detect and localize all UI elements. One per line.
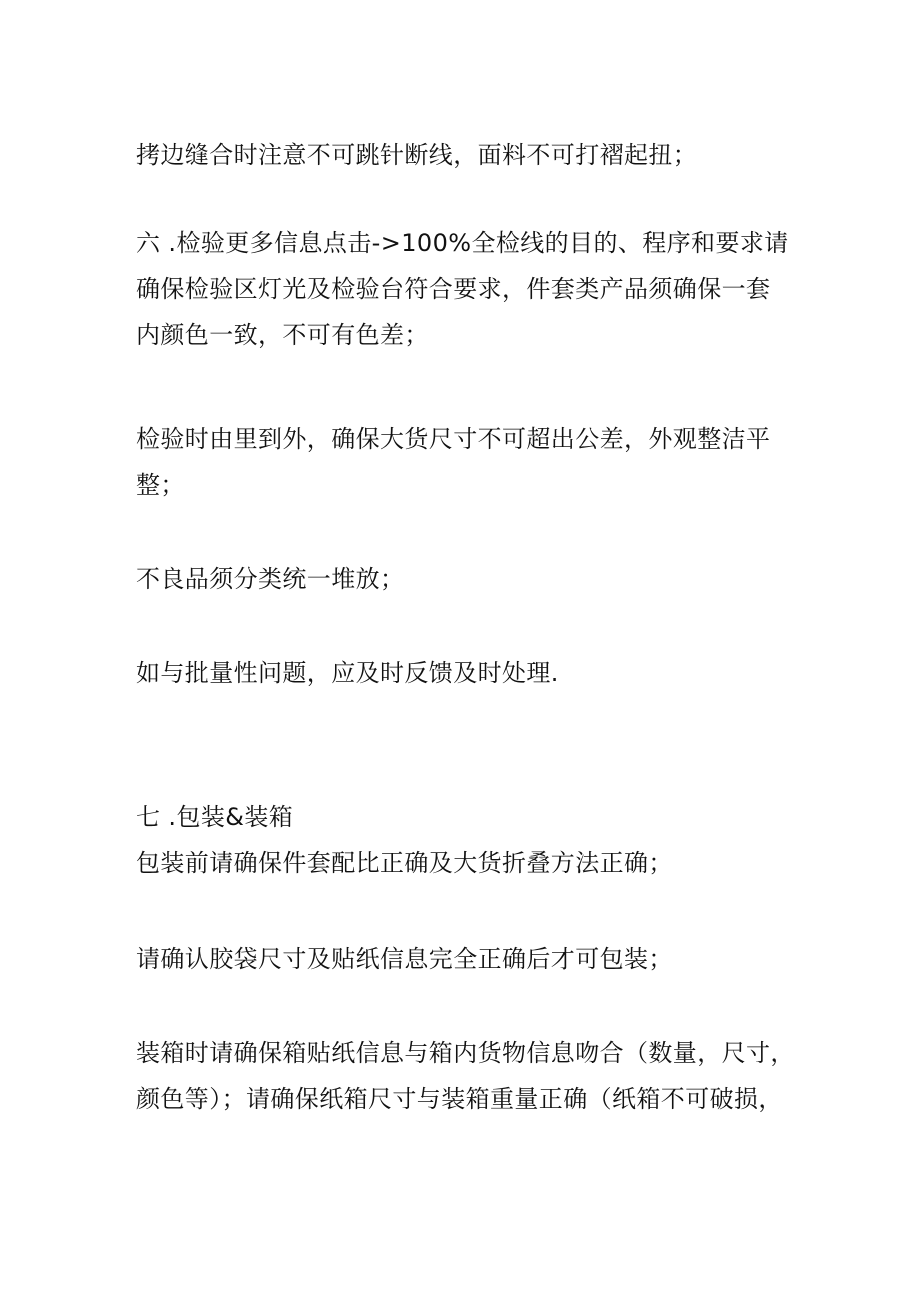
paragraph-batch-issues: [136, 650, 786, 696]
section-heading-line: 七 .包装&装箱: [136, 803, 294, 831]
text-line: 内颜色一致，不可有色差；: [136, 321, 429, 349]
section-heading-line: 六 .检验更多信息点击->100%全检线的目的、程序和要求请: [136, 229, 789, 257]
text-line: 整；: [136, 471, 185, 499]
paragraph-poly-bag-check: [136, 936, 786, 982]
paragraph-section-seven-packing: [136, 794, 786, 886]
text-line: 请确认胶袋尺寸及贴纸信息完全正确后才可包装；: [136, 945, 673, 973]
text-line: 装箱时请确保箱贴纸信息与箱内货物信息吻合（数量，尺寸，: [136, 1039, 795, 1067]
paragraph-section-six-inspection: [136, 220, 789, 358]
text-line: 检验时由里到外，确保大货尺寸不可超出公差，外观整洁平: [136, 425, 771, 453]
paragraph-defective-goods: [136, 556, 786, 602]
text-line: 颜色等）；请确保纸箱尺寸与装箱重量正确（纸箱不可破损，: [136, 1085, 783, 1113]
text-line: 拷边缝合时注意不可跳针断线，面料不可打褶起扭；: [136, 141, 698, 169]
text-line: 确保检验区灯光及检验台符合要求，件套类产品须确保一套: [136, 275, 771, 303]
paragraph-overlock-sewing: [136, 132, 786, 178]
text-line: 包装前请确保件套配比正确及大货折叠方法正确；: [136, 849, 673, 877]
text-line: 如与批量性问题，应及时反馈及时处理.: [136, 659, 559, 687]
paragraph-carton-packing: [136, 1030, 795, 1122]
text-line: 不良品须分类统一堆放；: [136, 565, 405, 593]
paragraph-inspection-order: [136, 416, 786, 508]
